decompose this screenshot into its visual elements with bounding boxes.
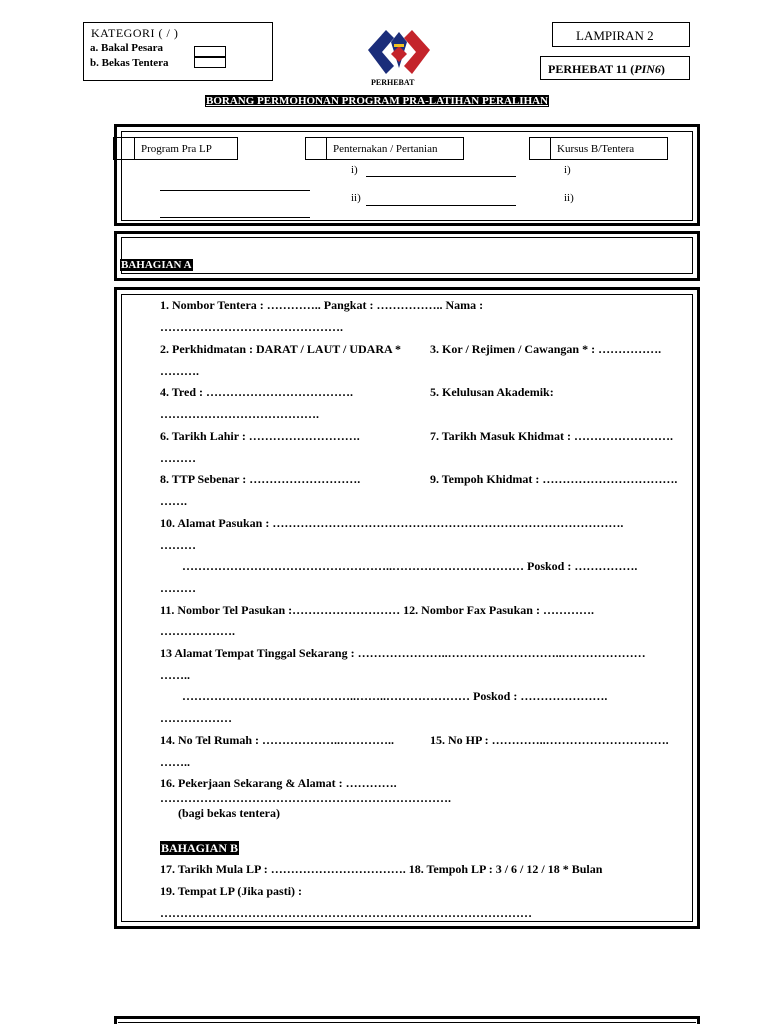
- perhebat-code-italic: PIN6: [634, 62, 661, 76]
- kategori-title: KATEGORI ( / ): [91, 26, 179, 40]
- field-10-continued-1[interactable]: ………: [160, 538, 196, 552]
- form-title: [205, 95, 549, 107]
- option-bakal-pesara: a. Bakal Pesara: [90, 42, 164, 54]
- bahagian-b-label: BAHAGIAN B: [161, 841, 239, 855]
- kursus-label: Kursus B/Tentera: [557, 143, 635, 155]
- penternakan-label: Penternakan / Pertanian: [333, 143, 438, 155]
- program-pra-lp-line-1[interactable]: [160, 190, 310, 191]
- field-11-12-tel-fax-pasukan[interactable]: 11. Nombor Tel Pasukan :……………………… 12. Nombor Fax Pasukan : ………….: [160, 603, 594, 617]
- field-6-tarikh-lahir[interactable]: 6. Tarikh Lahir : ……………………….: [160, 429, 360, 443]
- field-2-perkhidmatan[interactable]: 2. Perkhidmatan : DARAT / LAUT / UDARA *: [160, 342, 402, 356]
- field-19-tempat-lp[interactable]: 19. Tempat LP (Jika pasti) :: [160, 884, 303, 898]
- perhebat-code: [548, 62, 665, 77]
- program-pra-lp-box: [134, 137, 238, 160]
- penternakan-box: [326, 137, 464, 160]
- field-19-continued[interactable]: …………………………………………………………………………………: [160, 906, 532, 920]
- perhebat-emblem-icon: [364, 24, 434, 78]
- field-3-kor-rejimen[interactable]: 3. Kor / Rejimen / Cawangan * : …………….: [430, 342, 662, 356]
- bahagian-a-heading: [120, 259, 193, 271]
- field-3-continued[interactable]: ……….: [160, 364, 199, 378]
- field-5-kelulusan-akademik[interactable]: 5. Kelulusan Akademik:: [430, 385, 554, 399]
- bahagian-a-label: BAHAGIAN A: [121, 259, 192, 271]
- field-7-tarikh-masuk-khidmat[interactable]: 7. Tarikh Masuk Khidmat : …………………….: [430, 429, 674, 443]
- lampiran-box: [552, 22, 690, 47]
- penternakan-line-1[interactable]: [366, 176, 516, 177]
- field-8-ttp-sebenar[interactable]: 8. TTP Sebenar : ……………………….: [160, 472, 361, 486]
- field-17-18-tarikh-tempoh-lp[interactable]: 17. Tarikh Mula LP : ……………………………. 18. Tempoh LP : 3 / 6 / 12 / 18 * Bulan: [160, 862, 603, 876]
- option-bekas-tentera: b. Bekas Tentera: [90, 57, 169, 69]
- field-1-nombor-tentera[interactable]: 1. Nombor Tentera : ………….. Pangkat : …………….. Nama :: [160, 298, 484, 312]
- perhebat-code-prefix: PERHEBAT 11 (: [548, 62, 635, 76]
- field-10-poskod[interactable]: ……………………………………………..…………………………… Poskod : …………….: [182, 559, 638, 573]
- field-13-alamat-tempat-tinggal[interactable]: 13 Alamat Tempat Tinggal Sekarang : …………………..………………………..…………………: [160, 646, 646, 660]
- kursus-ii-label: ii): [564, 192, 574, 204]
- field-4-continued[interactable]: ………………………………….: [160, 407, 319, 421]
- penternakan-line-2[interactable]: [366, 205, 516, 206]
- checkbox-program-pra-lp[interactable]: [113, 137, 135, 160]
- kategori-box: [83, 22, 273, 81]
- program-pra-lp-label: Program Pra LP: [141, 143, 212, 155]
- field-4-tred[interactable]: 4. Tred : ……………………………….: [160, 385, 354, 399]
- field-16-pekerjaan-sekarang[interactable]: 16. Pekerjaan Sekarang & Alamat : ………….: [160, 776, 397, 790]
- field-12-continued[interactable]: ……………….: [160, 624, 235, 638]
- checkbox-penternakan[interactable]: [305, 137, 327, 160]
- penternakan-ii-label: ii): [351, 192, 361, 204]
- kursus-i-label: i): [564, 164, 571, 176]
- field-16-note: (bagi bekas tentera): [178, 806, 280, 820]
- field-1-continued[interactable]: ……………………………………….: [160, 320, 343, 334]
- checkbox-bakal-pesara[interactable]: [194, 46, 226, 57]
- field-13-continued-1[interactable]: ……..: [160, 668, 190, 682]
- field-14-no-tel-rumah[interactable]: 14. No Tel Rumah : ………………..…………..: [160, 733, 395, 747]
- field-13-continued-2[interactable]: ………………: [160, 711, 232, 725]
- field-9-continued[interactable]: …….: [160, 494, 187, 508]
- field-13-poskod[interactable]: ……………………………………..……..………………… Poskod : ………………….: [182, 689, 608, 703]
- checkbox-bekas-tentera[interactable]: [194, 57, 226, 68]
- field-9-tempoh-khidmat[interactable]: 9. Tempoh Khidmat : …………………………….: [430, 472, 678, 486]
- perhebat-code-suffix: ): [660, 62, 665, 76]
- field-15-continued[interactable]: ……..: [160, 755, 190, 769]
- lampiran-label: LAMPIRAN 2: [576, 28, 654, 43]
- perhebat-code-box: [540, 56, 690, 80]
- penternakan-i-label: i): [351, 164, 358, 176]
- field-7-continued[interactable]: ………: [160, 451, 196, 465]
- program-pra-lp-line-2[interactable]: [160, 217, 310, 218]
- field-15-no-hp[interactable]: 15. No HP : …………..………………………….: [430, 733, 669, 747]
- bahagian-a-frame: [114, 231, 700, 281]
- bahagian-a-inner: [121, 237, 693, 274]
- logo-caption: PERHEBAT: [371, 78, 415, 87]
- checkbox-kursus[interactable]: [529, 137, 551, 160]
- field-16-continued[interactable]: ……………………………………………………………….: [160, 791, 451, 805]
- kursus-box: [550, 137, 668, 160]
- field-10-continued-2[interactable]: ………: [160, 581, 196, 595]
- field-10-alamat-pasukan[interactable]: 10. Alamat Pasukan : …………………………………………………………………………….: [160, 516, 624, 530]
- form-title-text: BORANG PERMOHONAN PROGRAM PRA-LATIHAN PERALIHAN: [206, 95, 549, 107]
- bahagian-b-heading: [160, 841, 239, 856]
